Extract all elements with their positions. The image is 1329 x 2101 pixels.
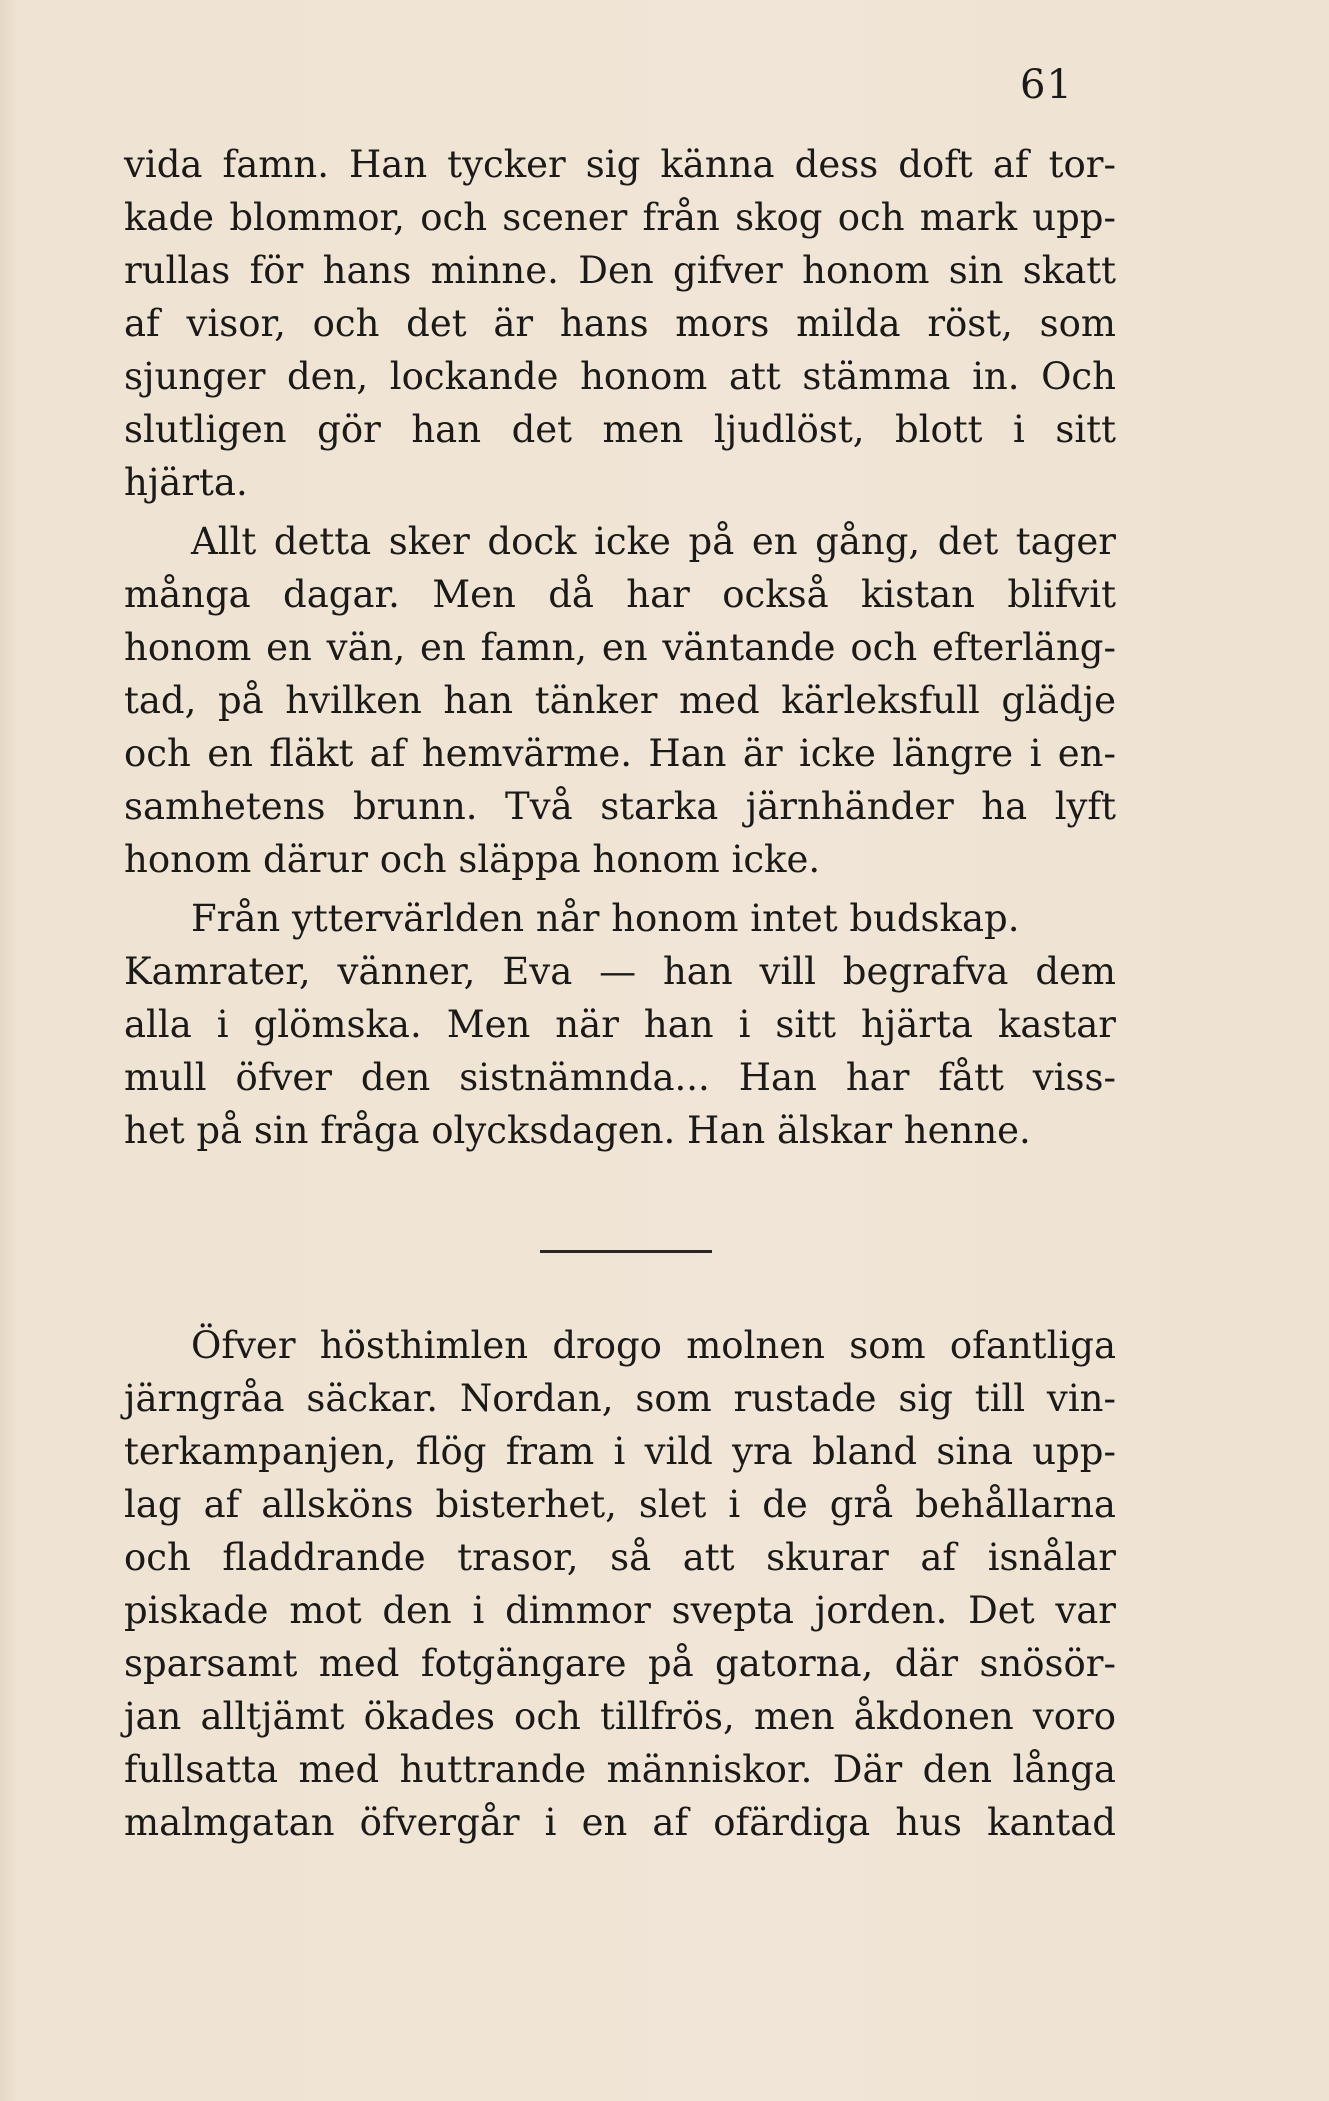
text-line: mull öfver den sistnämnda... Han har fått viss- <box>124 1056 1116 1099</box>
text-line: slutligen gör han det men ljudlöst, blott i sitt <box>124 408 1116 451</box>
text-line: järngråa säckar. Nordan, som rustade sig till vin- <box>124 1377 1116 1420</box>
text-line: Allt detta sker dock icke på en gång, det tager <box>191 520 1116 563</box>
text-line: lag af allsköns bisterhet, slet i de grå behållarna <box>124 1483 1116 1526</box>
page-number: 61 <box>1020 62 1073 108</box>
text-line: jan alltjämt ökades och tillfrös, men åkdonen voro <box>124 1695 1116 1738</box>
text-line: alla i glömska. Men när han i sitt hjärta kastar <box>124 1003 1116 1046</box>
text-line: honom en vän, en famn, en väntande och efterläng- <box>124 626 1116 669</box>
text-line: fullsatta med huttrande människor. Där den långa <box>124 1748 1116 1791</box>
text-line: Från yttervärlden når honom intet budskap. <box>191 897 1020 940</box>
text-line: vida famn. Han tycker sig känna dess doft af tor- <box>124 143 1116 186</box>
text-line: och fladdrande trasor, så att skurar af isnålar <box>124 1536 1116 1579</box>
text-line: het på sin fråga olycksdagen. Han älskar henne. <box>124 1109 1031 1152</box>
text-line: tad, på hvilken han tänker med kärleksfull glädje <box>124 679 1116 722</box>
text-line: honom därur och släppa honom icke. <box>124 838 821 881</box>
text-line: Öfver hösthimlen drogo molnen som ofantliga <box>191 1324 1116 1367</box>
text-line: och en fläkt af hemvärme. Han är icke längre i en- <box>124 732 1116 775</box>
text-line: sjunger den, lockande honom att stämma in. Och <box>124 355 1116 398</box>
section-divider <box>540 1250 712 1253</box>
text-line: samhetens brunn. Två starka järnhänder ha lyft <box>124 785 1116 828</box>
text-line: Kamrater, vänner, Eva — han vill begrafva dem <box>124 950 1116 993</box>
text-line: hjärta. <box>124 461 248 504</box>
text-line: sparsamt med fotgängare på gatorna, där snösör- <box>124 1642 1116 1685</box>
text-line: terkampanjen, flög fram i vild yra bland sina upp- <box>124 1430 1116 1473</box>
text-line: malmgatan öfvergår i en af ofärdiga hus kantad <box>124 1801 1116 1844</box>
text-line: kade blommor, och scener från skog och mark upp- <box>124 196 1116 239</box>
text-line: många dagar. Men då har också kistan blifvit <box>124 573 1116 616</box>
text-line: piskade mot den i dimmor svepta jorden. Det var <box>124 1589 1116 1632</box>
text-line: af visor, och det är hans mors milda röst, som <box>124 302 1116 345</box>
text-line: rullas för hans minne. Den gifver honom sin skatt <box>124 249 1116 292</box>
